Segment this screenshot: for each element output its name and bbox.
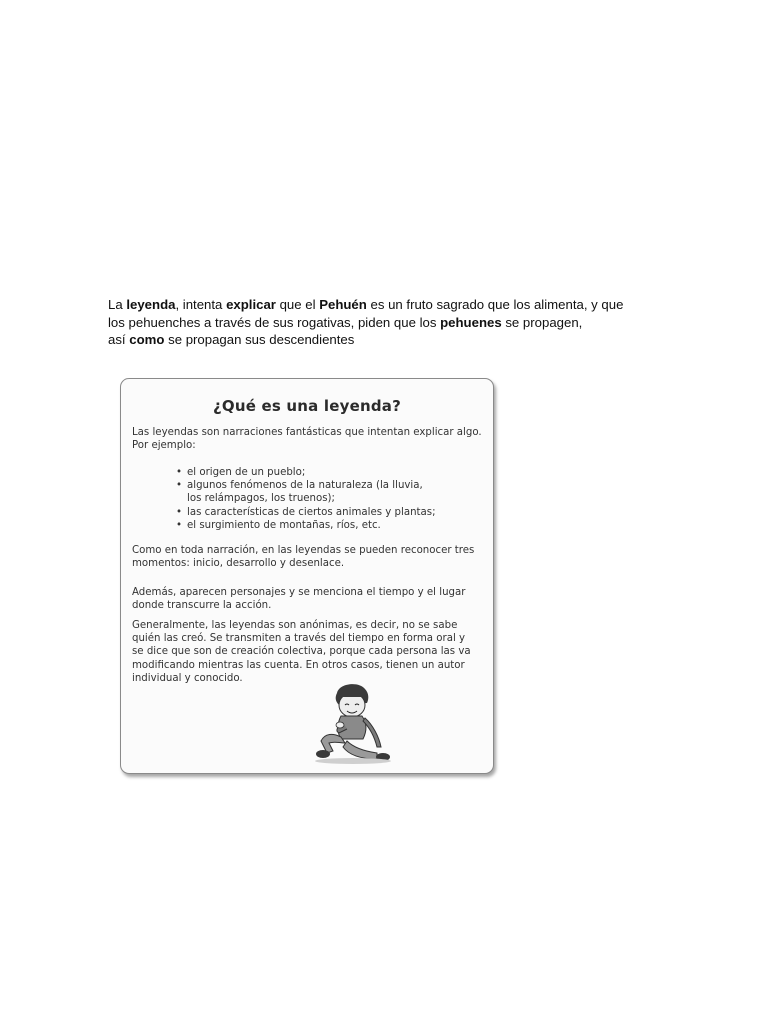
list-item (176, 479, 476, 492)
characters-line: donde transcurre la acción. (132, 600, 272, 612)
text-run: los pehuenches a través de sus rogativas, piden que los (108, 314, 441, 330)
bold-keyword: como (129, 332, 165, 347)
anonymous-line: individual y conocido. (132, 672, 243, 684)
text-run: se propagen, (501, 314, 583, 330)
anonymous-line: Generalmente, las leyendas son anónimas, es decir, no se sabe (132, 620, 458, 631)
text-run: es un fruto sagrado que los alimenta, y que (366, 297, 624, 312)
text-run: así (108, 332, 130, 347)
list-item (176, 519, 476, 532)
sitting-boy-illustration (307, 681, 399, 765)
bullet-icon: • (176, 506, 183, 518)
characters-line: Además, aparecen personajes y se menciona el tiempo y el lugar (132, 587, 466, 598)
definition-line: Las leyendas son narraciones fantásticas que intentan explicar algo. (132, 427, 482, 438)
intro-line-2 (108, 314, 708, 332)
moments-line: momentos: inicio, desarrollo y desenlace. (132, 558, 345, 570)
card-title: ¿Qué es una leyenda? (212, 397, 402, 415)
moments-paragraph (132, 544, 488, 570)
bullet-icon: • (176, 519, 183, 531)
list-item-text: las características de ciertos animales y plantas; (187, 506, 436, 518)
bold-keyword: explicar (226, 297, 276, 312)
list-item-text: algunos fenómenos de la naturaleza (la lluvia, (187, 480, 423, 492)
anonymous-line: se dice que son de creación colectiva, porque cada persona las va (132, 646, 471, 658)
bold-keyword: leyenda (126, 297, 176, 312)
characters-paragraph (132, 586, 488, 612)
moments-line: Como en toda narración, en las leyendas se pueden reconocer tres (132, 545, 475, 556)
intro-line-1 (108, 296, 708, 314)
legend-info-card (120, 378, 494, 774)
list-item (176, 506, 476, 519)
intro-paragraph (108, 296, 708, 349)
anonymous-line: quién las creó. Se transmiten a través del tiempo en forma oral y (132, 633, 466, 645)
list-item-text: el surgimiento de montañas, ríos, etc. (187, 519, 381, 531)
list-item-text: los relámpagos, los truenos); (187, 493, 335, 505)
definition-line: Por ejemplo: (132, 440, 196, 452)
text-run: La (108, 297, 127, 312)
intro-line-3 (108, 331, 708, 349)
bold-keyword: Pehuén (319, 297, 367, 312)
list-item-text: el origen de un pueblo; (187, 467, 306, 478)
text-run: , intenta (175, 297, 227, 312)
bold-keyword: pehuenes (440, 314, 502, 330)
bullet-icon: • (176, 480, 183, 492)
definition-paragraph (132, 426, 488, 452)
anonymous-paragraph (132, 619, 488, 685)
bullet-icon: • (176, 467, 183, 478)
text-run: que el (275, 297, 320, 312)
list-item (176, 466, 476, 479)
text-run: se propagan sus descendientes (164, 332, 355, 347)
list-item-continuation (176, 492, 476, 505)
examples-list (176, 466, 476, 532)
anonymous-line: modificando mientras las cuenta. En otros casos, tienen un autor (132, 659, 465, 671)
